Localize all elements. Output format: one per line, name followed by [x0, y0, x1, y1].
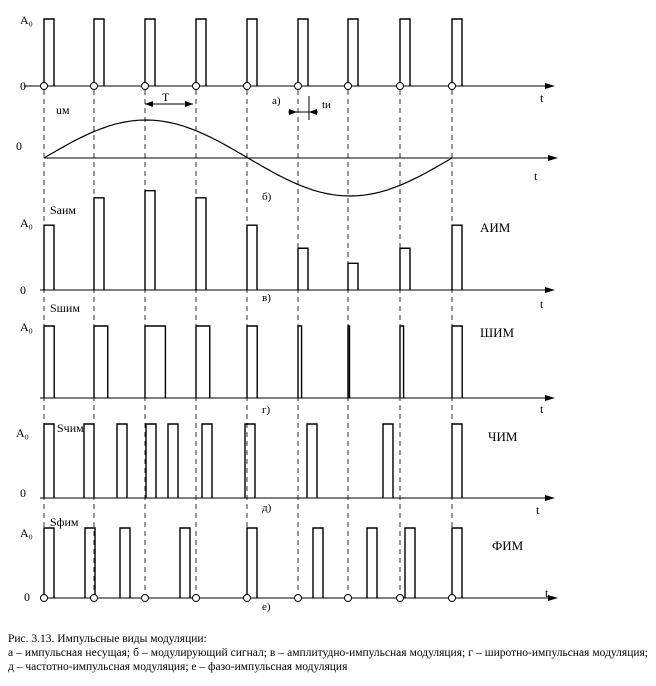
carrier-sample-dot-2	[142, 83, 149, 90]
fim-pulse-1	[85, 528, 95, 598]
aim-pulse-7	[400, 248, 410, 290]
carrier-axis-arrow	[545, 83, 555, 89]
shim-axis-arrow	[545, 395, 555, 401]
shim-letter: г)	[262, 404, 271, 416]
fim-pulse-4	[247, 528, 257, 598]
carrier-sample-dot-6	[345, 83, 352, 90]
fim-pulse-8	[452, 528, 462, 598]
fim-sample-dot-8	[449, 595, 456, 602]
chim-pulse-4	[168, 424, 178, 498]
carrier-panel	[20, 13, 555, 120]
aim-letter: в)	[262, 292, 271, 304]
carrier-pulse-5	[298, 19, 308, 86]
aim-pulse-1	[94, 198, 104, 290]
carrier-pulse-6	[348, 19, 358, 86]
shim-name: ШИМ	[480, 325, 515, 340]
fim-pulse-3	[180, 528, 190, 598]
fim-sample-dot-6	[345, 595, 352, 602]
shim-pulse-5	[298, 326, 302, 398]
shim-amp-label: A₀	[20, 320, 33, 334]
chim-pulse-0	[44, 424, 54, 498]
period-arrow-right	[185, 101, 193, 107]
chim-pulse-1	[84, 424, 94, 498]
aim-pulse-8	[452, 225, 462, 290]
aim-amp-label: A₀	[20, 216, 33, 230]
aim-t-label: t	[540, 297, 544, 311]
aim-pulses	[44, 191, 462, 290]
fim-sample-dot-2	[142, 595, 149, 602]
fim-panel	[20, 515, 558, 613]
fim-name: ФИМ	[492, 538, 524, 553]
caption-description: а – импульсная несущая; б – модулирующий сигнал; в – амплитудно-импульсная модуляция; г – широтно-импульсная модуляция; д – частотно-импульсная модуляция; е – фазо-импульсная модуляция	[8, 647, 648, 673]
caption-title: Рис. 3.13. Импульсные виды модуляции:	[8, 633, 207, 645]
carrier-pulse-3	[196, 19, 206, 86]
modulating-axis-arrow	[548, 155, 558, 161]
chim-pulse-8	[383, 424, 393, 498]
carrier-sample-dot-5	[295, 83, 302, 90]
carrier-pulse-8	[452, 19, 462, 86]
carrier-pulse-4	[247, 19, 257, 86]
shim-pulse-7	[400, 326, 404, 398]
aim-pulse-2	[145, 191, 155, 290]
shim-pulse-0	[44, 326, 54, 398]
shim-t-label: t	[540, 402, 544, 416]
carrier-sample-dot-4	[244, 83, 251, 90]
fim-zero-label: 0	[24, 590, 30, 604]
period-label: T	[162, 90, 170, 104]
figure-caption	[8, 632, 648, 674]
shim-pulse-1	[94, 326, 108, 398]
fim-pulse-6	[367, 528, 377, 598]
carrier-pulse-1	[94, 19, 104, 86]
chim-s-label: Sчим	[57, 421, 84, 435]
fim-sample-dot-0	[41, 595, 48, 602]
shim-pulse-2	[145, 326, 165, 398]
aim-panel	[20, 191, 555, 311]
modulating-panel	[16, 103, 558, 203]
chim-axis-arrow	[545, 495, 555, 501]
fim-sample-dot-7	[397, 595, 404, 602]
carrier-sample-dot-3	[193, 83, 200, 90]
aim-pulse-6	[348, 263, 358, 290]
fim-pulse-2	[120, 528, 130, 598]
carrier-letter: а)	[272, 95, 281, 107]
aim-pulse-4	[247, 225, 257, 290]
width-arrow-right	[309, 109, 317, 115]
carrier-sample-dot-0	[41, 83, 48, 90]
chim-panel	[16, 421, 555, 517]
carrier-zero-label: 0	[20, 79, 26, 93]
aim-name: АИМ	[480, 220, 511, 235]
shim-pulse-8	[452, 326, 462, 398]
width-arrow-left	[289, 109, 297, 115]
shim-pulse-3	[196, 326, 210, 398]
carrier-pulse-2	[145, 19, 155, 86]
fim-sample-dot-5	[295, 595, 302, 602]
chim-pulse-6	[245, 424, 255, 498]
chim-pulse-2	[117, 424, 127, 498]
shim-pulse-6	[348, 326, 350, 398]
chim-pulse-3	[146, 424, 156, 498]
fim-t-label: t	[545, 586, 549, 600]
carrier-pulses	[41, 19, 463, 90]
chim-pulse-9	[452, 424, 462, 498]
fim-pulse-0	[44, 528, 54, 598]
fim-pulse-5	[313, 528, 323, 598]
shim-panel	[20, 301, 555, 416]
sample-gridlines	[44, 90, 452, 600]
aim-pulse-0	[44, 225, 54, 290]
fim-axis-arrow	[548, 595, 558, 601]
carrier-pulse-7	[400, 19, 410, 86]
chim-pulse-5	[202, 424, 212, 498]
chim-pulse-7	[307, 424, 317, 498]
chim-t-label: t	[536, 503, 540, 517]
aim-pulse-3	[196, 198, 206, 290]
width-label: tи	[322, 99, 331, 111]
modulating-signal-label: uм	[56, 103, 70, 117]
shim-s-label: Sшим	[50, 301, 80, 315]
carrier-pulse-0	[44, 19, 54, 86]
carrier-sample-dot-1	[91, 83, 98, 90]
chim-pulses	[44, 424, 462, 498]
fim-pulse-7	[405, 528, 415, 598]
fim-sample-dot-1	[91, 595, 98, 602]
aim-zero-label: 0	[20, 283, 26, 297]
fim-sample-dot-3	[193, 595, 200, 602]
aim-pulse-5	[298, 248, 308, 290]
aim-s-label: Sаим	[50, 203, 77, 217]
modulating-t-label: t	[534, 169, 538, 183]
modulating-zero-label: 0	[16, 139, 22, 153]
chim-letter: д)	[262, 502, 272, 514]
carrier-amp-label: A₀	[20, 13, 33, 27]
period-arrow-left	[145, 101, 153, 107]
shim-pulses	[44, 326, 462, 398]
fim-pulses	[41, 528, 463, 602]
fim-letter: е)	[262, 601, 271, 613]
shim-pulse-4	[247, 326, 257, 398]
chim-name: ЧИМ	[488, 429, 518, 444]
modulating-letter: б)	[262, 191, 272, 203]
fim-sample-dot-4	[244, 595, 251, 602]
fim-s-label: Sфим	[50, 515, 79, 529]
fim-amp-label: A₀	[20, 526, 33, 540]
chim-amp-label: A₀	[16, 426, 29, 440]
carrier-sample-dot-7	[397, 83, 404, 90]
chim-zero-label: 0	[20, 486, 26, 500]
carrier-sample-dot-8	[449, 83, 456, 90]
carrier-t-label: t	[540, 91, 544, 105]
aim-axis-arrow	[545, 287, 555, 293]
